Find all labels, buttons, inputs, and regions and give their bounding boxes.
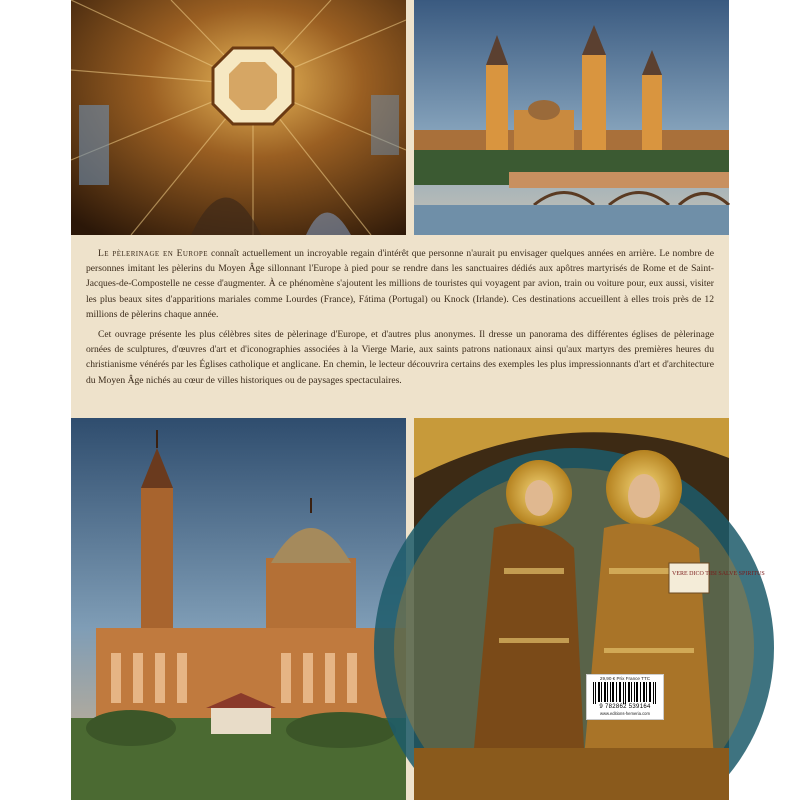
- photo-coronation-mosaic: [414, 418, 765, 800]
- barcode-sticker: [586, 674, 664, 720]
- barcode-icon: [592, 682, 658, 704]
- paragraph-1-lead: Le pèlerinage en Europe: [98, 248, 208, 259]
- paragraph-1-body: connaît actuellement un incroyable regain d'intérêt que personne n'aurait pu envisager quelques années en arrière. Le nombre de personnes imitant les pèlerins du Moyen Âge sillonnant l'Europe à pied pour se rendre dans les sanctuaires dédiés aux apôtres martyrisés de Rome et de Saint-Jacques-de-Compostelle ne cesse d'augmenter. À ce phénomène s'ajoutent les millions de touristes qui voyagent par avion, train ou voiture pour, eux aussi, visiter les plus beaux sites d'apparitions mariales comme Lourdes (France), Fátima (Portugal) ou Knock (Irlande). Ces destinations accueillent à elles trois près de 12 millions de pèlerins chaque année.: [86, 248, 714, 320]
- description-text: [86, 246, 714, 393]
- paragraph-1: [86, 246, 714, 322]
- photo-domed-basilica: [71, 418, 406, 800]
- publisher-website: www.editions-hemeria.com: [599, 711, 651, 716]
- photo-cathedral-vault: [71, 0, 406, 235]
- price-label: 29,90 € Prix France TTC: [599, 676, 651, 681]
- mosaic-book-text: VERE DICO TIBI SALVE SPIRITUS: [672, 571, 765, 577]
- photo-basilica-bridge: [414, 0, 729, 235]
- paragraph-2: Cet ouvrage présente les plus célèbres sites de pèlerinage d'Europe, et d'autres plus anonymes. Il dresse un panorama des différentes églises de pèlerinage ornées de sculptures, d'œuvres d'art et d'iconographies associées à la Vierge Marie, aux saints patrons nationaux ainsi qu'aux martyrs des premières heures du christianisme vénérés par les Églises catholique et anglicane. En chemin, le lecteur découvrira certains des exemples les plus impressionnants d'art et d'architecture du Moyen Âge nichés au cœur de villes historiques ou de paysages spectaculaires.: [86, 329, 714, 386]
- isbn-number: 9 782862 539164: [599, 704, 651, 710]
